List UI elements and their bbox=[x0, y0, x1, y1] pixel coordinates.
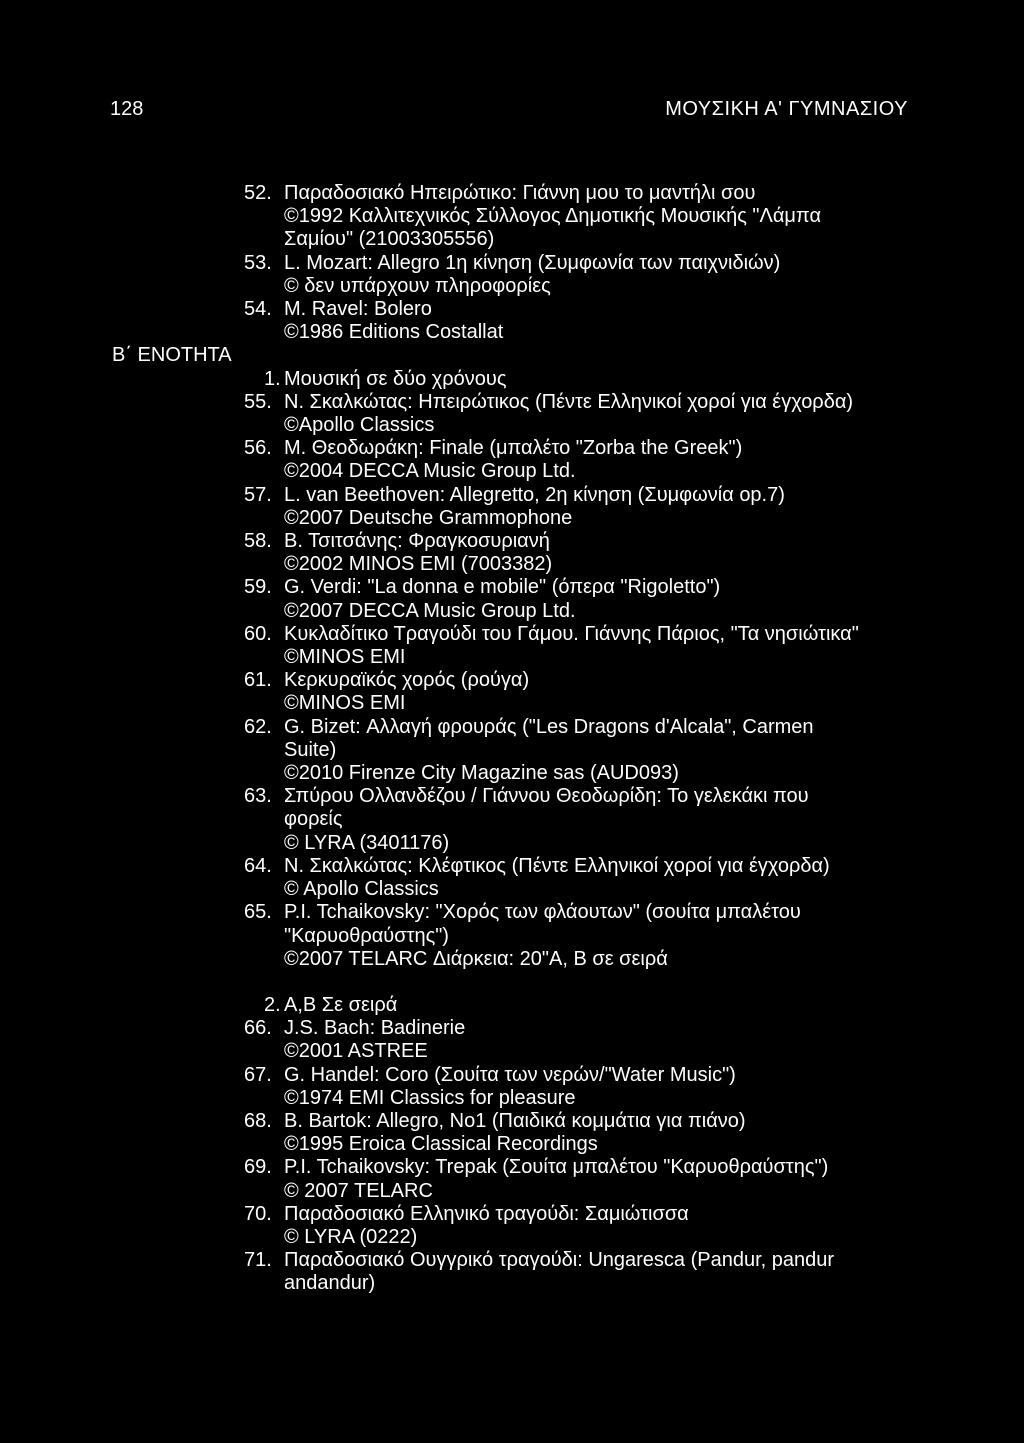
track-title: M. Ravel: Bolero bbox=[284, 298, 432, 321]
running-header: ΜΟΥΣΙΚΗ Α' ΓΥΜΝΑΣΙΟΥ bbox=[665, 98, 908, 120]
track-title: P.I. Tchaikovsky: Trepak (Σουίτα μπαλέτου "Καρυοθραύστης") bbox=[284, 1156, 829, 1179]
track-number: 52. bbox=[244, 182, 272, 204]
track-entry bbox=[112, 484, 912, 530]
track-number: 55. bbox=[244, 390, 272, 413]
track-detail: ©2007 Deutsche Grammophone bbox=[284, 506, 573, 529]
track-title: Σπύρου Ολλανδέζου / Γιάννου Θεοδωρίδη: Το γελεκάκι που bbox=[284, 785, 809, 808]
track-title: Παραδοσιακό Ελληνικό τραγούδι: Σαμιώτισσα bbox=[284, 1202, 689, 1225]
subsection-heading bbox=[112, 994, 912, 1017]
track-entry bbox=[112, 716, 912, 786]
track-title: Β. Τσιτσάνης: Φραγκοσυριανή bbox=[284, 530, 550, 553]
track-entry bbox=[112, 182, 912, 252]
track-detail: ©1992 Καλλιτεχνικός Σύλλογος Δημοτικής Μουσικής "Λάμπα bbox=[284, 205, 822, 228]
track-entry bbox=[112, 298, 912, 344]
track-detail: ©Apollo Classics bbox=[284, 414, 435, 437]
track-number: 54. bbox=[244, 298, 272, 321]
track-entry bbox=[112, 437, 912, 483]
track-entry bbox=[112, 530, 912, 576]
track-detail: © δεν υπάρχουν πληροφορίες bbox=[284, 274, 551, 297]
track-entry bbox=[112, 1110, 912, 1156]
track-block-1 bbox=[112, 182, 912, 344]
track-number: 70. bbox=[244, 1202, 272, 1225]
track-number: 58. bbox=[244, 530, 272, 553]
subsection-title: Μουσική σε δύο χρόνους bbox=[284, 367, 507, 390]
track-entry bbox=[112, 391, 912, 437]
track-entry bbox=[112, 1249, 912, 1295]
track-entry bbox=[112, 785, 912, 855]
track-title: P.I. Tchaikovsky: "Χορός των φλάουτων" (σουίτα μπαλέτου bbox=[284, 901, 801, 924]
track-entry bbox=[112, 669, 912, 715]
track-detail: andandur) bbox=[284, 1272, 376, 1295]
subsection-heading bbox=[112, 368, 912, 391]
track-entry bbox=[112, 576, 912, 622]
track-detail: ©1986 Editions Costallat bbox=[284, 321, 504, 344]
track-detail: ©2004 DECCA Music Group Ltd. bbox=[284, 460, 576, 483]
track-detail: φορείς bbox=[284, 808, 343, 831]
track-title: Παραδοσιακό Ηπειρώτικο: Γιάννη μου το μαντήλι σου bbox=[284, 182, 756, 204]
track-detail: Suite) bbox=[284, 738, 337, 761]
track-number: 64. bbox=[244, 854, 272, 877]
track-entry bbox=[112, 855, 912, 901]
spacer bbox=[112, 971, 912, 994]
track-number: 68. bbox=[244, 1109, 272, 1132]
track-detail: "Καρυοθραύστης") bbox=[284, 924, 449, 947]
track-detail: ©2010 Firenze City Magazine sas (AUD093) bbox=[284, 762, 679, 785]
track-title: G. Bizet: Αλλαγή φρουράς ("Les Dragons d'Alcala", Carmen bbox=[284, 715, 814, 738]
subsection-number: 2. bbox=[264, 993, 281, 1016]
track-title: Παραδοσιακό Ουγγρικό τραγούδι: Ungaresca (Pandur, pandur bbox=[284, 1249, 835, 1272]
track-detail: © 2007 TELARC bbox=[284, 1179, 433, 1202]
track-block-3 bbox=[112, 1017, 912, 1295]
track-detail: © LYRA (0222) bbox=[284, 1225, 418, 1248]
track-detail: ©MINOS EMI bbox=[284, 692, 406, 715]
track-number: 60. bbox=[244, 622, 272, 645]
track-number: 53. bbox=[244, 251, 272, 274]
track-detail: ©2007 DECCA Music Group Ltd. bbox=[284, 599, 576, 622]
track-detail: ©MINOS EMI bbox=[284, 646, 406, 669]
track-block-2 bbox=[112, 391, 912, 971]
track-title: Ν. Σκαλκώτας: Ηπειρώτικος (Πέντε Ελληνικοί χοροί για έγχορδα) bbox=[284, 390, 854, 413]
section-heading: Β΄ ΕΝΟΤΗΤΑ bbox=[112, 344, 232, 367]
page-number: 128 bbox=[110, 98, 144, 120]
track-entry bbox=[112, 1156, 912, 1202]
track-title: G. Handel: Coro (Σουίτα των νερών/"Water Music") bbox=[284, 1063, 736, 1086]
track-entry bbox=[112, 1017, 912, 1063]
track-title: L. Mozart: Allegro 1η κίνηση (Συμφωνία των παιχνιδιών) bbox=[284, 251, 781, 274]
track-number: 66. bbox=[244, 1017, 272, 1040]
track-entry bbox=[112, 1064, 912, 1110]
subsection-title: Α,Β Σε σειρά bbox=[284, 993, 398, 1016]
subsection-number: 1. bbox=[264, 367, 281, 390]
track-title: Μ. Θεοδωράκη: Finale (μπαλέτο "Zorba the Greek") bbox=[284, 437, 743, 460]
track-detail: ©2007 TELARC Διάρκεια: 20"Α, Β σε σειρά bbox=[284, 947, 668, 970]
track-entry bbox=[112, 1203, 912, 1249]
track-number: 62. bbox=[244, 715, 272, 738]
track-detail: ©2001 ASTREE bbox=[284, 1040, 428, 1063]
track-number: 56. bbox=[244, 437, 272, 460]
track-title: B. Bartok: Allegro, No1 (Παιδικά κομμάτια για πιάνο) bbox=[284, 1109, 746, 1132]
track-title: L. van Beethoven: Allegretto, 2η κίνηση (Συμφωνία op.7) bbox=[284, 483, 785, 506]
track-entry bbox=[112, 623, 912, 669]
track-detail: © LYRA (3401176) bbox=[284, 831, 450, 854]
track-title: Κυκλαδίτικο Τραγούδι του Γάμου. Γιάννης Πάριος, "Τα νησιώτικα" bbox=[284, 622, 859, 645]
track-number: 61. bbox=[244, 669, 272, 692]
track-entry bbox=[112, 252, 912, 298]
track-number: 63. bbox=[244, 785, 272, 808]
track-detail: ©2002 MINOS EMI (7003382) bbox=[284, 553, 553, 576]
track-number: 71. bbox=[244, 1249, 272, 1272]
track-detail: ©1974 EMI Classics for pleasure bbox=[284, 1086, 576, 1109]
track-entry bbox=[112, 901, 912, 971]
track-number: 65. bbox=[244, 901, 272, 924]
track-title: Κερκυραϊκός χορός (ρούγα) bbox=[284, 669, 530, 692]
track-detail: ©1995 Eroica Classical Recordings bbox=[284, 1133, 598, 1156]
track-number: 57. bbox=[244, 483, 272, 506]
track-number: 67. bbox=[244, 1063, 272, 1086]
track-detail: © Apollo Classics bbox=[284, 878, 439, 901]
track-title: Ν. Σκαλκώτας: Κλέφτικος (Πέντε Ελληνικοί χοροί για έγχορδα) bbox=[284, 854, 830, 877]
track-detail: Σαμίου" (21003305556) bbox=[284, 228, 495, 251]
track-title: J.S. Bach: Badinerie bbox=[284, 1017, 466, 1040]
track-title: G. Verdi: "La donna e mobile" (όπερα "Rigoletto") bbox=[284, 576, 721, 599]
track-number: 69. bbox=[244, 1156, 272, 1179]
track-list bbox=[112, 182, 912, 1296]
track-number: 59. bbox=[244, 576, 272, 599]
